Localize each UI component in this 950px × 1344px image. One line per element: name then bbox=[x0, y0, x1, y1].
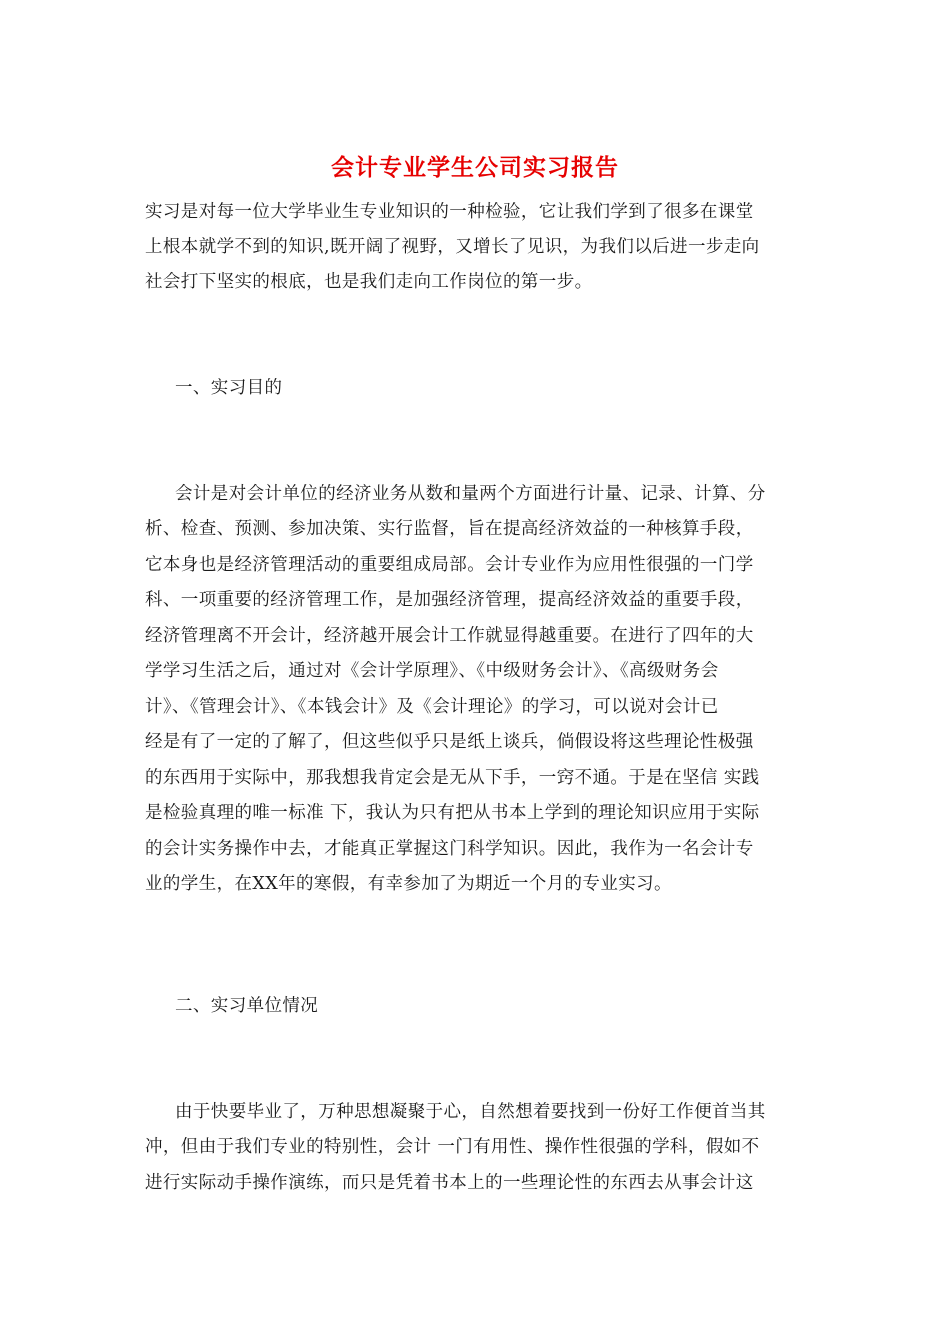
section1-line-2: 析、检查、预测、参加决策、实行监督，旨在提高经济效益的一种核算手段， bbox=[145, 519, 754, 539]
section1-line-10: 是检验真理的唯一标准 下，我认为只有把从书本上学到的理论知识应用于实际 bbox=[145, 803, 760, 823]
document-title: 会计专业学生公司实习报告 bbox=[331, 154, 619, 181]
section1-line-11: 的会计实务操作中去，才能真正掌握这门科学知识。因此，我作为一名会计专 bbox=[145, 839, 754, 859]
section1-line-7: 计》、《管理会计》、《本钱会计》及《会计理论》的学习，可以说对会计已 bbox=[145, 697, 719, 717]
section1-line-1: 会计是对会计单位的经济业务从数和量两个方面进行计量、记录、计算、分 bbox=[175, 484, 766, 504]
section2-line-3: 进行实际动手操作演练，而只是凭着书本上的一些理论性的东西去从事会计这 bbox=[145, 1173, 754, 1193]
section1-line-3: 它本身也是经济管理活动的重要组成局部。会计专业作为应用性很强的一门学 bbox=[145, 555, 754, 575]
section1-line-6: 学学习生活之后，通过对《会计学原理》、《中级财务会计》、《高级财务会 bbox=[145, 661, 719, 681]
section1-line-12: 业的学生，在XX年的寒假，有幸参加了为期近一个月的专业实习。 bbox=[145, 874, 672, 894]
intro-line-2: 上根本就学不到的知识,既开阔了视野，又增长了见识，为我们以后进一步走向 bbox=[145, 237, 760, 257]
intro-line-3: 社会打下坚实的根底，也是我们走向工作岗位的第一步。 bbox=[145, 272, 593, 292]
section1-line-5: 经济管理离不开会计，经济越开展会计工作就显得越重要。在进行了四年的大 bbox=[145, 626, 754, 646]
section1-line-9: 的东西用于实际中，那我想我肯定会是无从下手，一窍不通。于是在坚信 实践 bbox=[145, 768, 760, 788]
section2-line-1: 由于快要毕业了，万种思想凝聚于心，自然想着要找到一份好工作便首当其 bbox=[175, 1102, 766, 1122]
section2-line-2: 冲，但由于我们专业的特别性，会计 一门有用性、操作性很强的学科，假如不 bbox=[145, 1137, 760, 1157]
section1-heading: 一、实习目的 bbox=[175, 378, 283, 398]
section1-line-8: 经是有了一定的了解了，但这些似乎只是纸上谈兵，倘假设将这些理论性极强 bbox=[145, 732, 754, 752]
section1-line-4: 科、一项重要的经济管理工作，是加强经济管理，提高经济效益的重要手段， bbox=[145, 590, 754, 610]
intro-line-1: 实习是对每一位大学毕业生专业知识的一种检验，它让我们学到了很多在课堂 bbox=[145, 202, 754, 222]
section2-heading: 二、实习单位情况 bbox=[175, 996, 319, 1016]
